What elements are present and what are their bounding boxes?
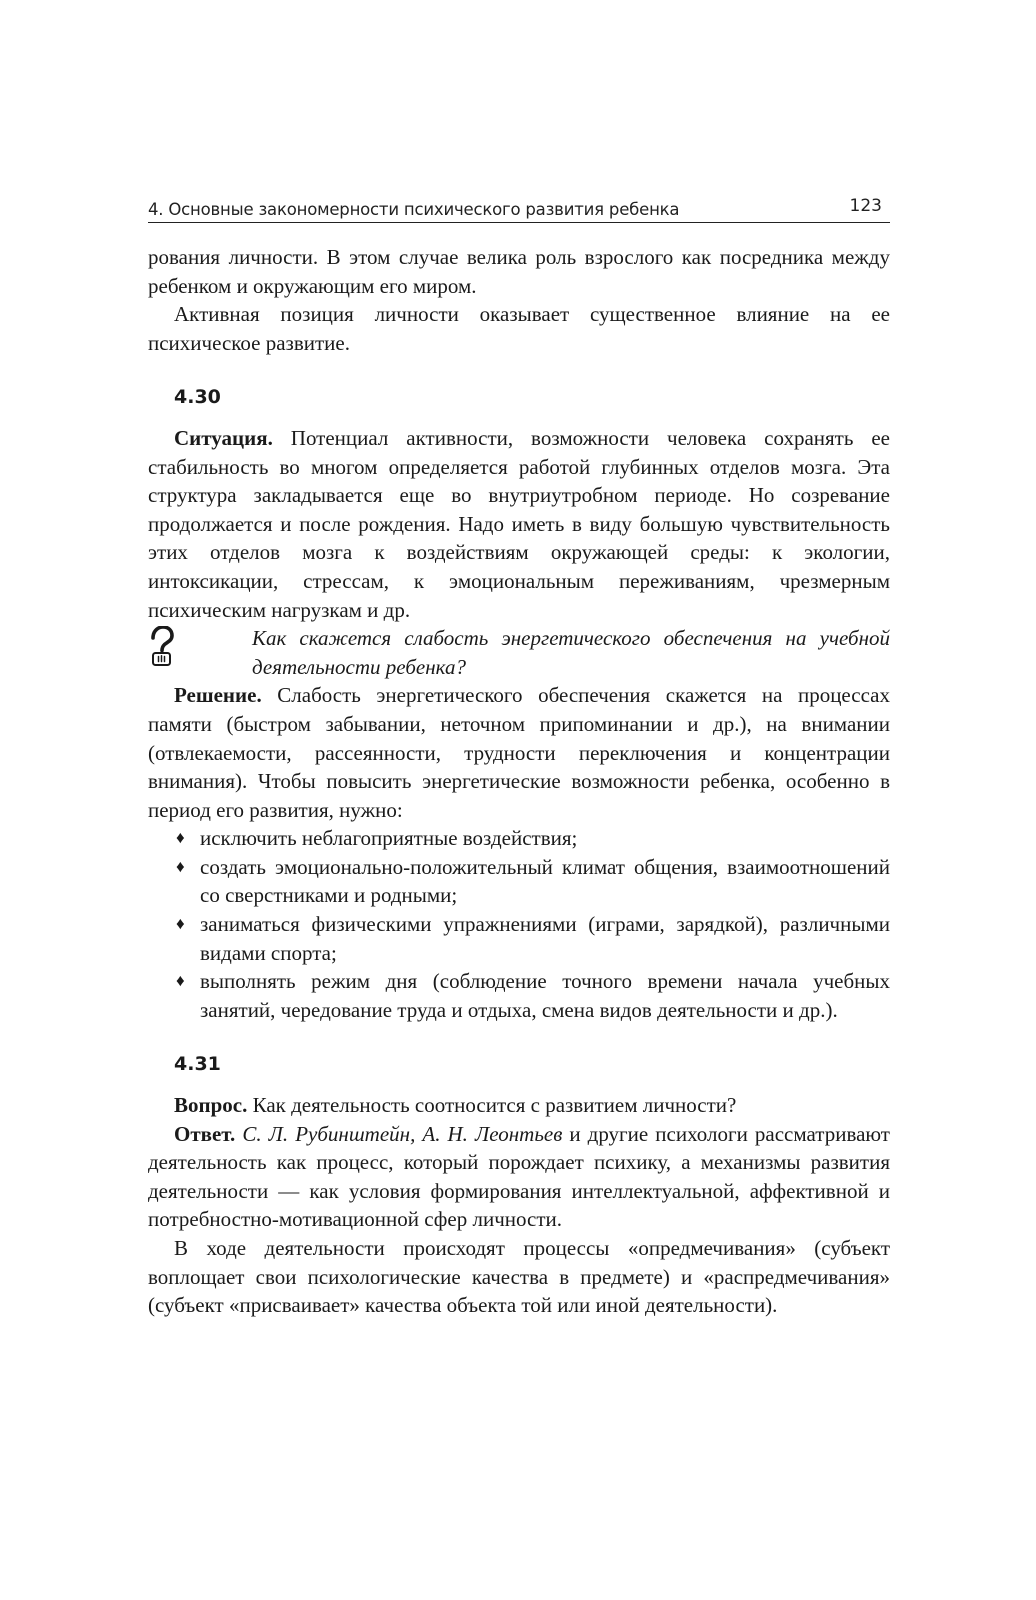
answer-paragraph <box>148 1120 890 1234</box>
diamond-bullet-icon: ♦ <box>176 971 185 991</box>
solution-paragraph <box>148 681 890 824</box>
list-item: ♦ исключить неблагоприятные воздействия; <box>148 824 890 853</box>
answer-author-names: С. Л. Рубинштейн, А. Н. Леонтьев <box>235 1121 563 1146</box>
list-item: ♦ создать эмоционально-положительный климат общения, взаимоотношений со сверстниками и родными; <box>176 854 890 908</box>
situation-text: Потенциал активности, возможности человека сохранять ее стабильность во многом определяется работой глубинных отделов мозга. Эта структура закладывается еще во внутриутробном периоде. Но созревание продолжается и после рождения. Надо иметь в виду большую чувствительность этих отделов мозга к воздействиям окружающей среды: к экологии, интоксикации, стрессам, к эмоциональным переживаниям, чрезмерным психическим нагрузкам и др. <box>148 425 890 622</box>
page-number: 123 <box>849 196 882 216</box>
situation-label: Ситуация. <box>174 425 273 450</box>
answer-label: Ответ. <box>174 1121 236 1146</box>
diamond-bullet-icon: ♦ <box>176 914 185 934</box>
question-label: Вопрос. <box>174 1093 248 1118</box>
question-block <box>148 624 890 681</box>
page-body <box>148 243 890 1320</box>
answer-text: и другие психологи рассматривают деятельность как процесс, который порождает психику, а механизмы развития деятельности — как условия формирования интеллектуальной, аффективной и потребностно-мотивационной сфер личности. <box>148 1121 890 1232</box>
question-mark-icon <box>148 626 176 666</box>
continuation-paragraph: рования личности. В этом случае велика роль взрослого как посредника между ребенком и окружающим его миром. <box>148 245 890 298</box>
book-page <box>148 190 890 1320</box>
section-number-4-31: 4.31 <box>174 1053 221 1076</box>
section-number-4-30: 4.30 <box>174 386 221 409</box>
chapter-title: 4. Основные закономерности психического развития ребенка <box>148 200 680 219</box>
list-item: ♦ выполнять режим дня (соблюдение точного времени начала учебных занятий, чередование труда и отдыха, смена видов деятельности и др.). <box>176 969 890 1022</box>
question-paragraph <box>148 1091 890 1120</box>
diamond-bullet-icon: ♦ <box>176 828 185 848</box>
final-paragraph: В ходе деятельности происходят процессы «опредмечивания» (субъект воплощает свои психологические качества в предмете) и «распредмечивания» (субъект «присваивает» качества объекта той или иной деятельности). <box>148 1236 890 1318</box>
solution-text: Слабость энергетического обеспечения скажется на процессах памяти (быстром забывании, неточном припоминании и др.), на внимании (отвлекаемости, рассеянности, трудности переключения и концентрации внимания). Чтобы повысить энергетические возможности ребенка, особенно в период его развития, нужно: <box>148 683 890 822</box>
situation-paragraph <box>148 424 890 624</box>
list-item: ♦ заниматься физическими упражнениями (играми, зарядкой), различными видами спорта; <box>176 912 890 965</box>
question-text: Как скажется слабость энергетического обеспечения на учебной деятельности ребенка? <box>252 626 890 679</box>
paragraph-active-position: Активная позиция личности оказывает существенное влияние на ее психическое развитие. <box>148 302 890 355</box>
diamond-bullet-icon: ♦ <box>176 856 185 876</box>
solution-label: Решение. <box>174 683 262 708</box>
recommendation-list <box>148 824 890 1024</box>
running-header <box>148 190 890 223</box>
question-paragraph-text: Как деятельность соотносится с развитием личности? <box>247 1093 737 1118</box>
